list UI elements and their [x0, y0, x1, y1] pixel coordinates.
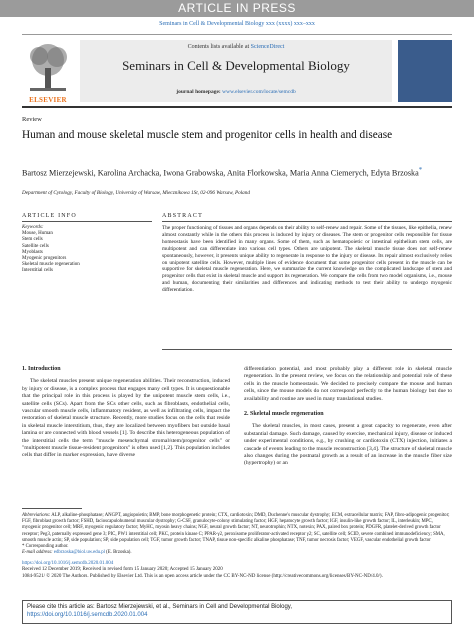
body-column-left: [22, 366, 230, 460]
regeneration-paragraph: The skeletal muscles, in most cases, present a great capacity to regenerate, even after substantial damage. Such damage, caused by exercise, mechanical injury, disease or induced under experimental conditions, e.g., by crushing or cardiotoxin (CTX) injection, initiates a cascade of events leading to the muscle reconstruction [3,4]. The structure of skeletal muscle also changes during the postnatal growth as a result of an increase in the muscle fiber size (hypertrophy) or an: [244, 423, 452, 467]
elsevier-tree-logo: [22, 40, 74, 96]
email-suffix: (E. Brzoska).: [104, 550, 132, 556]
homepage-prefix: journal homepage:: [176, 89, 223, 95]
article-info-label: ARTICLE INFO: [22, 213, 77, 219]
section-heading-regeneration: 2. Skeletal muscle regeneration: [244, 411, 324, 418]
header-divider: [22, 106, 452, 108]
article-title: Human and mouse skeletal muscle stem and progenitor cells in health and disease: [22, 129, 393, 141]
abbreviations-label: Abbreviations:: [22, 513, 51, 518]
introduction-continued-paragraph: differentiation potential, and most probably play a different role in skeletal muscle regeneration. In the present review, we focus on the relationship and potential role of these cells in the muscle homeostasis. We decided to precisely compare the mouse and human cells, since the mouse models do not correspond perfectly to the human biology but due to availability and routine are used in many translational studies.: [244, 366, 452, 402]
abstract-text: The proper functioning of tissues and organs depends on their ability to self-renew and repair. Some of the tissues, like epithelia, renew almost constantly while in the others this process is induced by injury or diseases. The stem or progenitor cells responsible for tissue homeostasis have been identified in many organs. Some of them, such as hematopoietic or intestinal epithelium stem cells, are multipotent and can differentiate into various cell types. Others are unipotent. The skeletal muscle tissue does not self-renew spontaneously, however, it presents unique ability to regenerate in response to the injury or disease. Its repair almost exclusively relies on unipotent satellite cells. However, multiple lines of evidence document that some progenitor cells present in the muscle can be supportive for skeletal muscle regeneration. Here, we summarize the current knowledge on the complicated landscape of stem and progenitor cells that exist in skeletal muscle and support its regeneration. We compare the cells from two model organisms, i.e., mouse and human, documenting their similarities and differences and indicating methods to test their ability to undergo myogenic differentiation.: [162, 225, 452, 294]
footnotes: [22, 513, 452, 556]
journal-title: Seminars in Cell & Developmental Biology: [122, 58, 350, 73]
sciencedirect-link[interactable]: ScienceDirect: [250, 44, 285, 50]
affiliation: Department of Cytology, Faculty of Biology, University of Warsaw, Miecznikowa 1St, 02-096 Warsaw, Poland: [22, 190, 250, 196]
introduction-paragraph: The skeletal muscles present unique regeneration abilities. Their reconstruction, induced by injury or disease, is a complex process that engages many cell types. It is unquestionable that the principal role in this process is played by the unipotent muscle stem cells, i.e., satellite cells (SCs). Apart from the SCs other cells, such as fibroblasts, endothelial cells, vascular smooth muscle cells, inflammatory resident, as well as infiltrating cells, impact the restoration of skeletal muscle structure. Recently, more studies focus on the cells that reside in skeletal muscle interstitium, thus, they are localized between myofibers but outside basal lamina or are connected with blood vessels [1]. To describe this heterogeneous population of the interstitial cells the term "muscle mesenchymal stromal/stem/progenitor cells" or "multipotent muscle tissue-resident progenitors" is often used [1,2]. This population includes cells that differ in marker expression, have diverse: [22, 378, 230, 459]
keyword-item: Mouse, Human: [22, 231, 53, 237]
abstract-rule: [162, 221, 452, 222]
homepage-line: [80, 89, 392, 95]
abbreviations-footnote: [22, 513, 452, 544]
article-info-rule: [22, 221, 152, 222]
abstract-label: ABSTRACT: [162, 213, 203, 219]
homepage-link[interactable]: www.elsevier.com/locate/semcdb: [222, 89, 296, 95]
abbreviations-text: ALP, alkaline-phosphatase; ANGPT, angiopoietin; BMP, bone morphogenetic protein; CTX, cardiotoxin; DMD, Duchenne's muscular dystrophy; ECM, extracellular matrix; FAP, fibro-adipogenic progenitor; FGF, fibroblast growth factor; FSHD, facioscapulohumeral muscular dystrophy; G-CSF, granulocyte-colony stimulating factor; HGF, hepatocyte growth factor; IGF, insulin-like growth factor; IL, interleukin; MPC, myogenic progenitor cell; MRF, myogenic regulatory factor; MyHC, myosin heavy chains; NGF, neural growth factor; NT, neurotrophin; NTX, notexin; PAX, paired box protein; PDGFR, platelet-derived growth factor receptor; Peg3, paternally expressed gene 3; PIC, PW1 interstitial cell; PKC, protein kinase C; PPAR-γ2, peroxisome proliferator-activated receptor γ2; SC, satellite cell; SCID, severe combined immunodeficiency; SMA, smooth muscle actin; SP, side population; SP, side population cell; TGF, tumor growth factor; TNAP, tissue non-specific alkaline phosphatase; TNF, tumor necrosis factor; VEGF, vascular endothelial growth factor: [22, 513, 450, 543]
received-dates: Received 12 December 2019; Received in revised form 15 January 2020; Accepted 15 January 2020: [22, 567, 223, 573]
citation-box: [22, 600, 452, 624]
corresponding-author-mark[interactable]: *: [418, 167, 423, 174]
keywords-block: [22, 225, 152, 275]
body-column-right: [244, 366, 452, 468]
corresponding-author-note: * Corresponding author.: [22, 544, 69, 550]
abstract-bottom-rule: [162, 349, 452, 350]
journal-reference[interactable]: Seminars in Cell & Developmental Biology xxx (xxxx) xxx–xxx: [159, 21, 315, 27]
email-link[interactable]: edbrzoska@biol.uw.edu.pl: [53, 550, 105, 556]
contents-prefix: Contents lists available at: [187, 44, 251, 50]
citation-text: Please cite this article as: Bartosz Mierzejewski, et al., Seminars in Cell and Developmental Biology,: [27, 604, 293, 610]
doi-link[interactable]: https://doi.org/10.1016/j.semcdb.2020.01.004: [22, 561, 114, 566]
author-list: [22, 165, 452, 179]
keyword-item: Satellite cells: [22, 243, 49, 249]
keyword-item: Myogenic progenitors: [22, 256, 67, 262]
publication-info: [22, 561, 452, 580]
citation-doi-link[interactable]: https://doi.org/10.1016/j.semcdb.2020.01.004: [27, 612, 148, 618]
footnote-rule: [22, 508, 82, 509]
email-label: E-mail address:: [22, 550, 54, 556]
authors-text: Bartosz Mierzejewski, Karolina Archacka, Iwona Grabowska, Anita Florkowska, Maria Anna Ciemerych, Edyta Brzoska: [22, 168, 419, 178]
header-rule: [22, 34, 452, 35]
article-type: Review: [22, 116, 42, 123]
journal-cover-image: [398, 40, 452, 102]
keyword-item: Skeletal muscle regeneration: [22, 262, 80, 268]
article-in-press-banner: ARTICLE IN PRESS: [0, 0, 474, 17]
keyword-item: Stem cells: [22, 237, 43, 243]
elsevier-wordmark: ELSEVIER: [29, 96, 67, 104]
email-line: [22, 550, 452, 556]
keywords-label: Keywords:: [22, 225, 44, 230]
contents-line: [80, 44, 392, 50]
license-text: 1084-9521/ © 2020 The Authors. Published by Elsevier Ltd. This is an open access article under the CC BY-NC-ND license (http://creativecommons.org/licenses/BY-NC-ND/4.0/).: [22, 573, 383, 579]
keyword-item: Myoblasts: [22, 249, 43, 255]
section-heading-introduction: 1. Introduction: [22, 366, 61, 372]
keyword-item: Interstitial cells: [22, 268, 53, 274]
